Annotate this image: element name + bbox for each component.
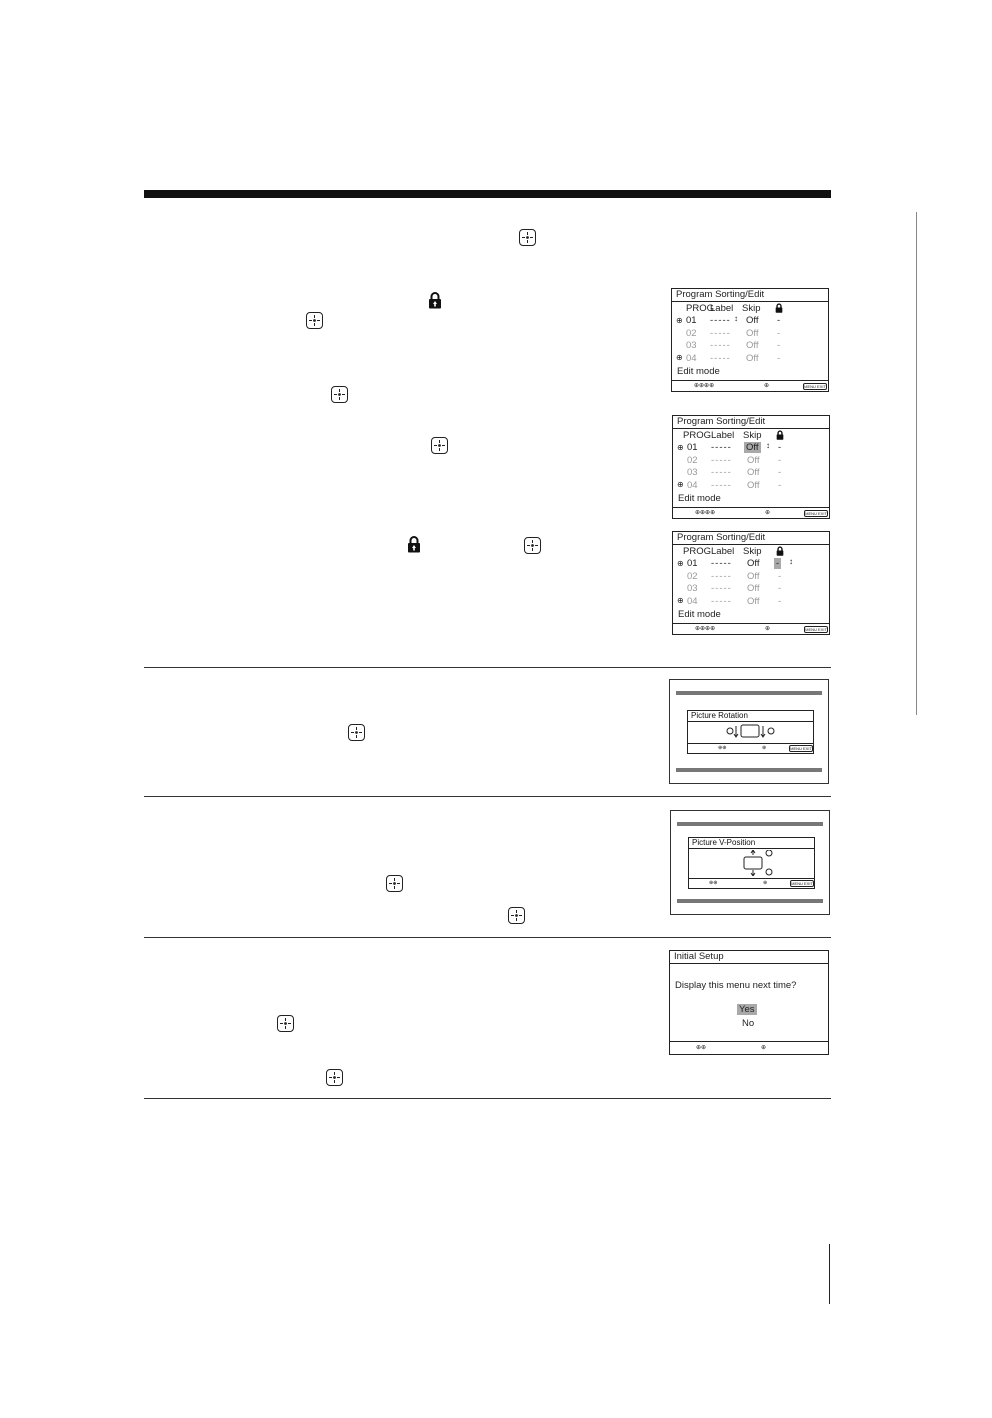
row-prog: 03 — [687, 583, 698, 594]
side-margin-line — [916, 212, 917, 715]
header-label: Label — [710, 303, 734, 314]
up-arrow-icon: ⊕ — [677, 443, 684, 452]
row-lock: - — [778, 442, 782, 453]
header-label: Label — [711, 430, 735, 441]
select-icon: ⊕ — [764, 383, 770, 389]
osd-picture-vposition-frame — [670, 810, 830, 915]
updown-arrow-icon: ↕ — [734, 314, 738, 323]
rotation-indicator — [726, 724, 776, 738]
osd-title: Picture V-Position — [689, 838, 814, 849]
row-lock: - — [778, 596, 782, 607]
header-rule — [144, 190, 831, 198]
row-skip: Off — [747, 583, 760, 594]
osd-title: Program Sorting/Edit — [673, 532, 829, 545]
section-divider-3 — [144, 937, 831, 938]
row-label: ----- — [711, 596, 732, 607]
row-label: ----- — [711, 442, 732, 453]
osd-program-sorting-3 — [672, 531, 830, 635]
row-prog: 03 — [687, 467, 698, 478]
row-lock: - — [778, 467, 782, 478]
nav-buttons-icon: ⊕⊕ — [709, 880, 718, 886]
row-label: ----- — [711, 480, 732, 491]
updown-arrow-icon: ↕ — [789, 557, 793, 566]
row-prog: 04 — [687, 480, 698, 491]
down-arrow-icon: ⊕ — [676, 353, 683, 362]
nav-buttons-icon: ⊕⊕⊕⊕ — [694, 383, 715, 389]
row-lock: - — [778, 480, 782, 491]
menu-exit-badge: MENU EXIT — [805, 511, 827, 516]
lock-icon — [428, 291, 442, 309]
row-prog: 01 — [687, 558, 698, 569]
osd-footer — [688, 743, 813, 753]
option-yes-selected: Yes — [739, 1004, 755, 1015]
row-label: ----- — [710, 315, 731, 326]
osd-initial-setup — [669, 950, 829, 1055]
select-icon: ⊕ — [762, 745, 767, 751]
menu-exit-badge: MENU EXIT — [804, 384, 826, 389]
nav-buttons-icon: ⊕⊕ — [696, 1045, 707, 1051]
ok-button-icon — [348, 724, 365, 741]
osd-title: Initial Setup — [670, 951, 828, 964]
row-skip: Off — [746, 340, 759, 351]
row-prog: 02 — [686, 328, 697, 339]
osd-footer — [670, 1041, 828, 1054]
osd-footer — [673, 507, 829, 518]
up-arrow-icon: ⊕ — [676, 316, 683, 325]
row-prog: 02 — [687, 571, 698, 582]
row-skip: Off — [747, 467, 760, 478]
edit-mode-label: Edit mode — [678, 493, 721, 504]
osd-picture-rotation-frame — [669, 679, 829, 784]
row-skip: Off — [747, 455, 760, 466]
row-label: ----- — [711, 467, 732, 478]
row-skip: Off — [746, 315, 759, 326]
row-skip: Off — [746, 328, 759, 339]
select-icon: ⊕ — [765, 626, 771, 632]
row-prog: 01 — [686, 315, 697, 326]
section-divider-4 — [144, 1098, 831, 1099]
page-corner-line — [829, 1244, 830, 1304]
osd-footer — [673, 623, 829, 634]
updown-arrow-icon: ↕ — [766, 441, 770, 450]
lock-column-icon — [776, 430, 784, 440]
option-no: No — [742, 1018, 755, 1029]
row-lock: - — [777, 340, 781, 351]
ok-button-icon — [277, 1015, 294, 1032]
lock-column-icon — [775, 303, 783, 313]
ok-button-icon — [508, 907, 525, 924]
row-skip: Off — [746, 353, 759, 364]
menu-exit-badge: MENU EXIT — [791, 881, 813, 886]
frame-bar-bottom — [676, 768, 822, 772]
row-label: ----- — [711, 583, 732, 594]
osd-title: Picture Rotation — [688, 711, 813, 722]
osd-program-sorting-2 — [672, 415, 830, 519]
row-prog: 04 — [686, 353, 697, 364]
section-divider-2 — [144, 796, 831, 797]
select-icon: ⊕ — [763, 880, 768, 886]
ok-button-icon — [386, 875, 403, 892]
row-label: ----- — [710, 353, 731, 364]
frame-bar-top — [676, 691, 822, 695]
osd-title: Program Sorting/Edit — [673, 416, 829, 429]
row-label: ----- — [711, 455, 732, 466]
ok-button-icon — [306, 312, 323, 329]
ok-button-icon — [519, 229, 536, 246]
row-skip-selected: Off — [746, 442, 759, 453]
row-label: ----- — [711, 571, 732, 582]
osd-picture-rotation — [687, 710, 814, 754]
header-prog: PROG — [683, 546, 711, 557]
header-prog: PROG — [686, 303, 714, 314]
down-arrow-icon: ⊕ — [677, 480, 684, 489]
row-prog: 02 — [687, 455, 698, 466]
row-label: ----- — [711, 558, 732, 569]
menu-exit-badge: MENU EXIT — [790, 746, 812, 751]
row-skip: Off — [747, 558, 760, 569]
select-icon: ⊕ — [761, 1045, 767, 1051]
header-skip: Skip — [743, 430, 762, 441]
osd-picture-vposition — [688, 837, 815, 889]
edit-mode-label: Edit mode — [678, 609, 721, 620]
setup-question: Display this menu next time? — [675, 980, 797, 991]
ok-button-icon — [331, 386, 348, 403]
row-label: ----- — [710, 328, 731, 339]
frame-bar-bottom — [677, 899, 823, 903]
row-label: ----- — [710, 340, 731, 351]
osd-footer — [689, 878, 814, 888]
header-skip: Skip — [743, 546, 762, 557]
row-lock: - — [778, 583, 782, 594]
lock-icon — [407, 535, 421, 553]
osd-footer — [672, 380, 828, 391]
osd-program-sorting-1 — [671, 288, 829, 392]
row-prog: 03 — [686, 340, 697, 351]
nav-buttons-icon: ⊕⊕⊕⊕ — [695, 510, 716, 516]
edit-mode-label: Edit mode — [677, 366, 720, 377]
section-divider-1 — [144, 667, 831, 668]
row-prog: 01 — [687, 442, 698, 453]
header-skip: Skip — [742, 303, 761, 314]
row-skip: Off — [747, 596, 760, 607]
ok-button-icon — [326, 1069, 343, 1086]
header-prog: PROG — [683, 430, 711, 441]
row-lock: - — [777, 328, 781, 339]
row-lock-selected: - — [776, 558, 780, 569]
up-arrow-icon: ⊕ — [677, 559, 684, 568]
row-skip: Off — [747, 480, 760, 491]
row-skip: Off — [747, 571, 760, 582]
row-lock: - — [778, 571, 782, 582]
select-icon: ⊕ — [765, 510, 771, 516]
nav-buttons-icon: ⊕⊕ — [718, 745, 727, 751]
frame-bar-top — [677, 822, 823, 826]
ok-button-icon — [431, 437, 448, 454]
row-lock: - — [778, 455, 782, 466]
row-lock: - — [777, 315, 781, 326]
menu-exit-badge: MENU EXIT — [805, 627, 827, 632]
down-arrow-icon: ⊕ — [677, 596, 684, 605]
ok-button-icon — [524, 537, 541, 554]
header-label: Label — [711, 546, 735, 557]
nav-buttons-icon: ⊕⊕⊕⊕ — [695, 626, 716, 632]
row-prog: 04 — [687, 596, 698, 607]
lock-column-icon — [776, 546, 784, 556]
vposition-indicator — [743, 850, 785, 876]
row-lock: - — [777, 353, 781, 364]
osd-title: Program Sorting/Edit — [672, 289, 828, 302]
